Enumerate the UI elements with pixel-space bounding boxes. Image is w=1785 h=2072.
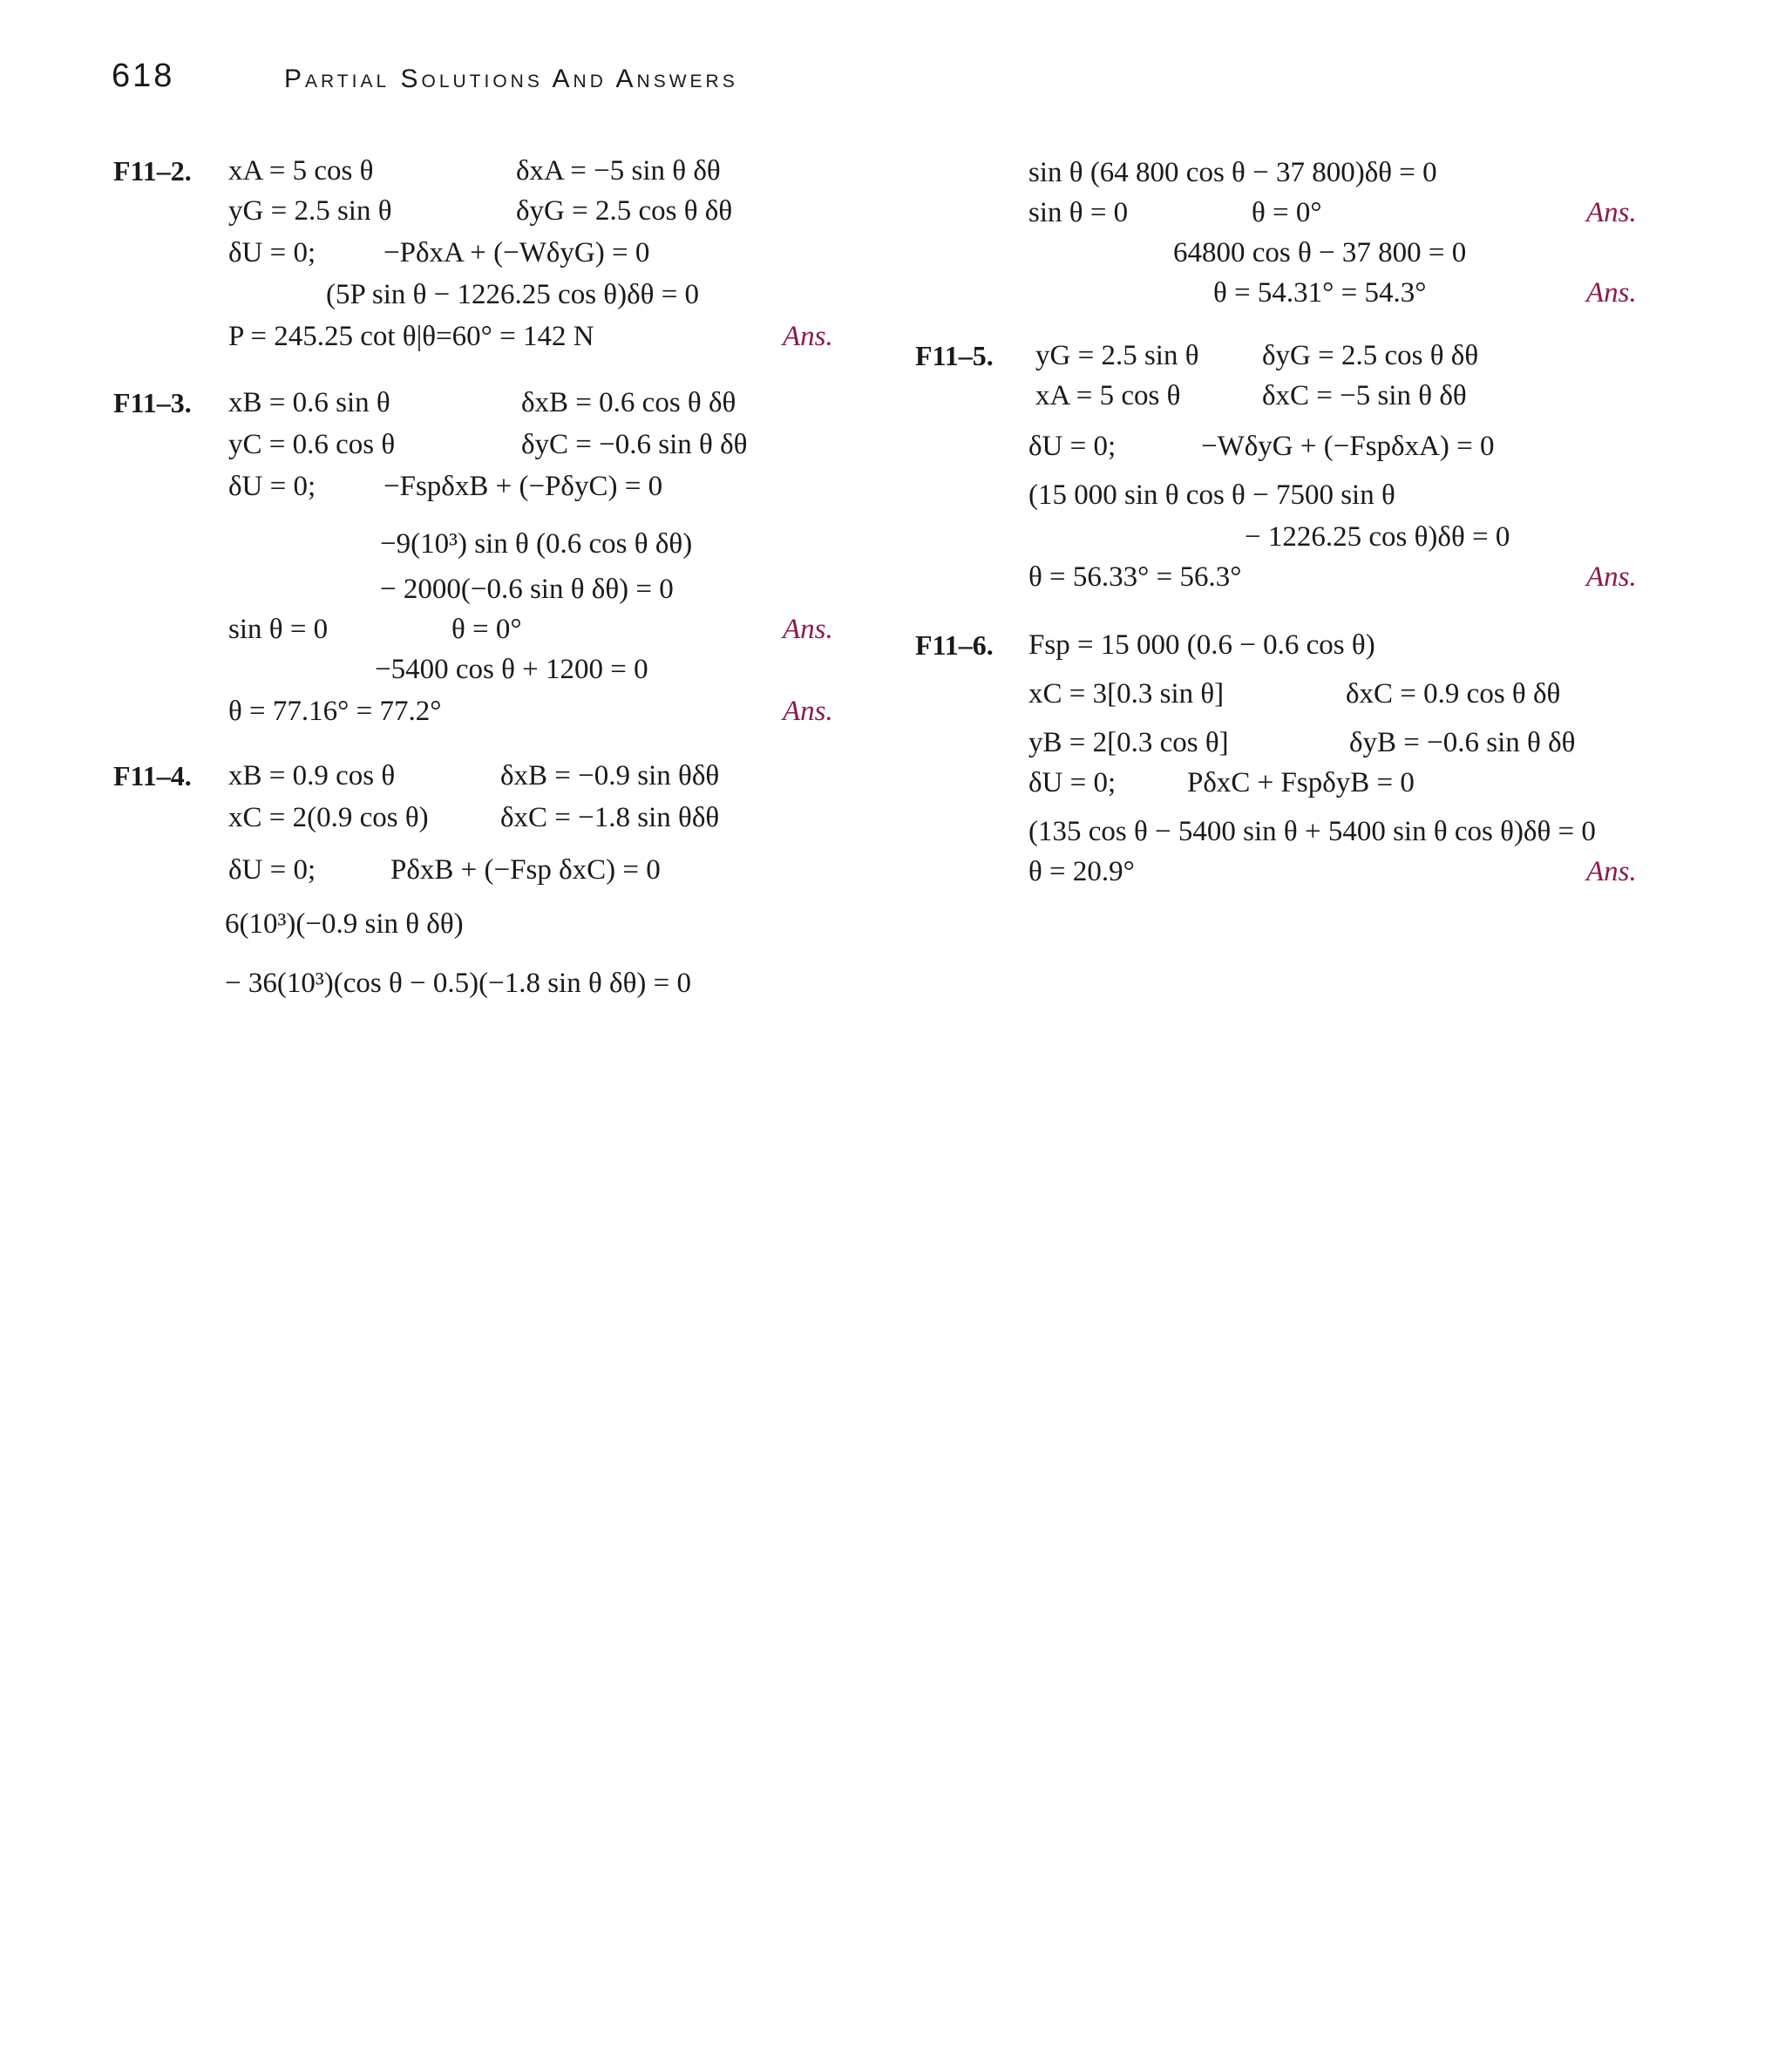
equation: −5400 cos θ + 1200 = 0 bbox=[375, 654, 648, 685]
equation: δxC = −1.8 sin θδθ bbox=[500, 802, 720, 833]
equation: δyG = 2.5 cos θ δθ bbox=[1262, 340, 1479, 371]
equation: θ = 0° bbox=[1252, 197, 1322, 228]
equation: PδxC + FspδyB = 0 bbox=[1187, 767, 1415, 798]
equation: δyG = 2.5 cos θ δθ bbox=[516, 195, 733, 227]
answer-marker: Ans. bbox=[1586, 197, 1637, 228]
answer-marker: Ans. bbox=[783, 321, 833, 352]
equation: 64800 cos θ − 37 800 = 0 bbox=[1173, 237, 1467, 268]
equation: θ = 56.33° = 56.3° bbox=[1028, 561, 1242, 593]
equation: δyB = −0.6 sin θ δθ bbox=[1349, 727, 1576, 758]
equation: sin θ = 0 bbox=[1028, 197, 1129, 228]
problem-label: F11–5. bbox=[915, 340, 994, 371]
answer-marker: Ans. bbox=[1586, 856, 1637, 887]
equation: yC = 0.6 cos θ bbox=[228, 429, 396, 460]
problem-label: F11–3. bbox=[113, 387, 192, 418]
equation: xC = 2(0.9 cos θ) bbox=[228, 802, 429, 833]
equation: −PδxA + (−WδyG) = 0 bbox=[383, 237, 650, 268]
answer-marker: Ans. bbox=[783, 614, 833, 645]
equation: δU = 0; bbox=[228, 854, 316, 886]
equation: δxB = −0.9 sin θδθ bbox=[500, 760, 720, 791]
equation: δyC = −0.6 sin θ δθ bbox=[521, 429, 748, 460]
equation: (5P sin θ − 1226.25 cos θ)δθ = 0 bbox=[326, 279, 700, 310]
equation: δU = 0; bbox=[1028, 767, 1116, 798]
equation: δxB = 0.6 cos θ δθ bbox=[521, 387, 736, 418]
equation: xA = 5 cos θ bbox=[228, 155, 374, 187]
problem-label: F11–2. bbox=[113, 155, 192, 187]
equation: (135 cos θ − 5400 sin θ + 5400 sin θ cos θ)δθ = 0 bbox=[1028, 816, 1596, 847]
equation: sin θ = 0 bbox=[228, 614, 329, 645]
equation: θ = 0° bbox=[451, 614, 522, 645]
equation: θ = 54.31° = 54.3° bbox=[1213, 277, 1427, 309]
equation: yG = 2.5 sin θ bbox=[1035, 340, 1199, 371]
answer-marker: Ans. bbox=[783, 696, 833, 727]
problem-label: F11–6. bbox=[915, 629, 994, 661]
equation: xA = 5 cos θ bbox=[1035, 380, 1181, 411]
equation: PδxB + (−Fsp δxC) = 0 bbox=[390, 854, 661, 886]
equation: (15 000 sin θ cos θ − 7500 sin θ bbox=[1028, 479, 1395, 511]
equation: yG = 2.5 sin θ bbox=[228, 195, 392, 227]
equation: δU = 0; bbox=[228, 471, 316, 502]
equation: P = 245.25 cot θ|θ=60° = 142 N bbox=[228, 321, 594, 352]
equation: δxC = −5 sin θ δθ bbox=[1262, 380, 1467, 411]
equation: − 36(10³)(cos θ − 0.5)(−1.8 sin θ δθ) = 0 bbox=[225, 968, 691, 999]
equation: − 2000(−0.6 sin θ δθ) = 0 bbox=[380, 574, 674, 605]
equation: xB = 0.9 cos θ bbox=[228, 760, 396, 791]
equation: −9(10³) sin θ (0.6 cos θ δθ) bbox=[380, 528, 693, 560]
equation: −WδyG + (−FspδxA) = 0 bbox=[1201, 431, 1495, 462]
page-number: 618 bbox=[112, 58, 175, 94]
equation: δxA = −5 sin θ δθ bbox=[516, 155, 721, 187]
equation: yB = 2[0.3 cos θ] bbox=[1028, 727, 1229, 758]
answer-marker: Ans. bbox=[1586, 561, 1637, 593]
equation: xC = 3[0.3 sin θ] bbox=[1028, 678, 1225, 710]
equation: δxC = 0.9 cos θ δθ bbox=[1346, 678, 1561, 710]
equation: δU = 0; bbox=[228, 237, 316, 268]
running-head: Partial Solutions And Answers bbox=[284, 65, 738, 93]
problem-label: F11–4. bbox=[113, 760, 192, 791]
equation: δU = 0; bbox=[1028, 431, 1116, 462]
equation: xB = 0.6 sin θ bbox=[228, 387, 390, 418]
equation: Fsp = 15 000 (0.6 − 0.6 cos θ) bbox=[1028, 629, 1375, 661]
equation: sin θ (64 800 cos θ − 37 800)δθ = 0 bbox=[1028, 157, 1437, 188]
equation: θ = 77.16° = 77.2° bbox=[228, 696, 442, 727]
equation: θ = 20.9° bbox=[1028, 856, 1135, 887]
equation: 6(10³)(−0.9 sin θ δθ) bbox=[225, 908, 464, 940]
equation: −FspδxB + (−PδyC) = 0 bbox=[383, 471, 663, 502]
equation: − 1226.25 cos θ)δθ = 0 bbox=[1245, 521, 1510, 553]
answer-marker: Ans. bbox=[1586, 277, 1637, 309]
